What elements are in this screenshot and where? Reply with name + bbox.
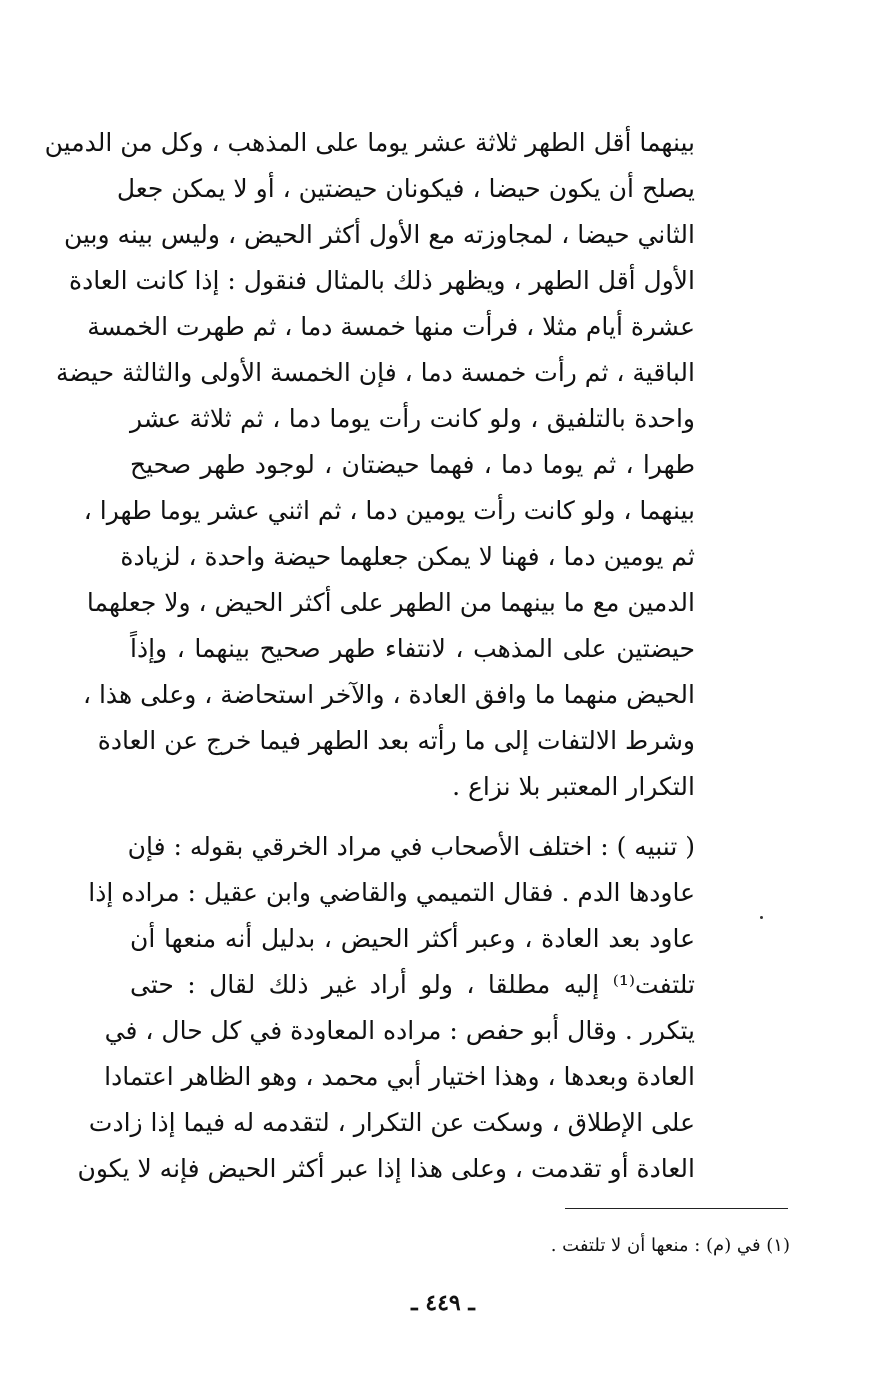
text-line: بينهما ، ولو كانت رأت يومين دما ، ثم اثني عشر يوما طهرا ،: [83, 496, 695, 525]
text-line: حيضتين على المذهب ، لانتفاء طهر صحيح بينهما ، وإذاً: [130, 634, 695, 663]
page-number: ـ ٤٤٩ ـ: [411, 1290, 475, 1316]
text-line: واحدة بالتلفيق ، ولو كانت رأت يوما دما ، ثم ثلاثة عشر: [130, 404, 695, 433]
text-line: وشرط الالتفات إلى ما رأته بعد الطهر فيما خرج عن العادة: [97, 726, 695, 755]
text-line: التكرار المعتبر بلا نزاع .: [452, 772, 695, 801]
text-line: العادة وبعدها ، وهذا اختيار أبي محمد ، وهو الظاهر اعتمادا: [104, 1062, 695, 1091]
text-line: عاود بعد العادة ، وعبر أكثر الحيض ، بدليل أنه منعها أن: [130, 924, 695, 953]
stray-mark: [760, 916, 763, 919]
text-line: طهرا ، ثم يوما دما ، فهما حيضتان ، لوجود طهر صحيح: [130, 450, 695, 479]
text-line: ثم يومين دما ، فهنا لا يمكن جعلهما حيضة واحدة ، لزيادة: [120, 542, 695, 571]
footnote: (١) في (م) : منعها أن لا تلتفت .: [550, 1235, 790, 1256]
text-line: ( تنبيه ) : اختلف الأصحاب في مراد الخرقي بقوله : فإن: [127, 832, 695, 861]
paragraph-1: [44, 120, 695, 810]
text-line: الثاني حيضا ، لمجاوزته مع الأول أكثر الحيض ، وليس بينه وبين: [63, 220, 695, 249]
paragraph-2: [77, 824, 695, 1192]
text-line: الدمين مع ما بينهما من الطهر على أكثر الحيض ، ولا جعلهما: [86, 588, 695, 617]
footnote-divider: [565, 1208, 788, 1209]
text-line: العادة أو تقدمت ، وعلى هذا إذا عبر أكثر الحيض فإنه لا يكون: [77, 1154, 695, 1183]
text-line: عاودها الدم . فقال التميمي والقاضي وابن عقيل : مراده إذا: [88, 878, 695, 907]
text-line: يصلح أن يكون حيضا ، فيكونان حيضتين ، أو لا يمكن جعل: [116, 174, 695, 203]
text-line: يتكرر . وقال أبو حفص : مراده المعاودة في كل حال ، في: [104, 1016, 695, 1045]
main-text: [44, 120, 695, 1192]
paragraph-gap: [130, 810, 695, 824]
text-line: الأول أقل الطهر ، ويظهر ذلك بالمثال فنقول : إذا كانت العادة: [69, 266, 695, 295]
text-line: الباقية ، ثم رأت خمسة دما ، فإن الخمسة الأولى والثالثة حيضة: [55, 358, 695, 387]
text-line: عشرة أيام مثلا ، فرأت منها خمسة دما ، ثم طهرت الخمسة: [87, 312, 695, 341]
text-line: بينهما أقل الطهر ثلاثة عشر يوما على المذهب ، وكل من الدمين: [44, 128, 695, 157]
text-line: الحيض منهما ما وافق العادة ، والآخر استحاضة ، وعلى هذا ،: [82, 680, 695, 709]
text-line: تلتفت⁽¹⁾ إليه مطلقا ، ولو أراد غير ذلك لقال : حتى: [130, 970, 695, 999]
text-line: على الإطلاق ، وسكت عن التكرار ، لتقدمه له فيما إذا زادت: [88, 1108, 695, 1137]
